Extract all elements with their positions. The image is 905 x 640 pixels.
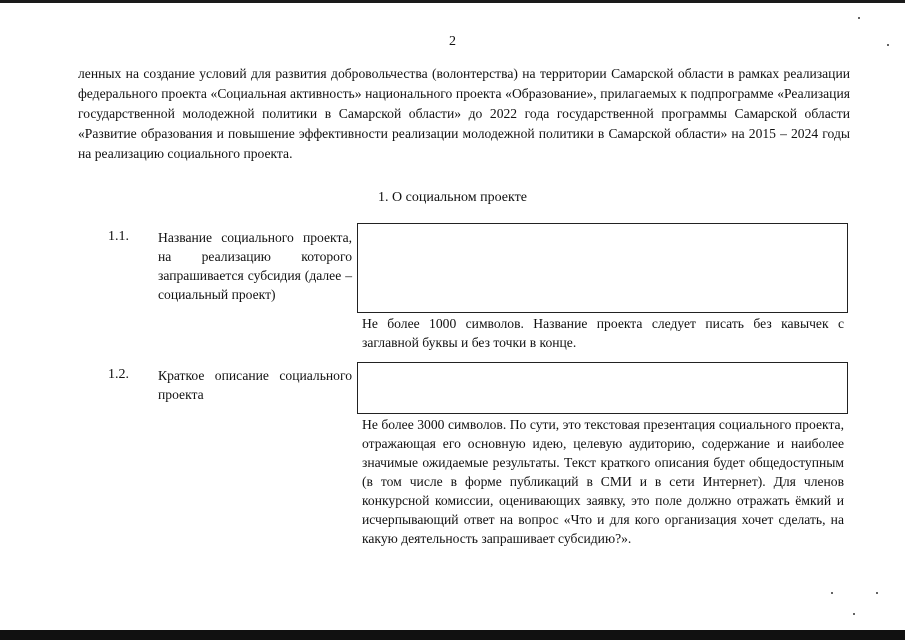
project-name-field[interactable] [357, 223, 848, 313]
intro-paragraph: ленных на создание условий для развития добровольчества (волонтерства) на территории Самарской области в рамках реализации федерального проекта «Социальная активность» национального проекта «Образование», прилагаемых к подпрограмме «Реализация государственной молодежной политики в Самарской области» до 2022 года государственной программы Самарской области «Развитие образования и повышение эффективности реализации молодежной политики в Самарской области» на 2015 – 2024 годы на реализацию социального проекта. [78, 66, 850, 161]
project-description-hint: Не более 3000 символов. По сути, это текстовая презентация социального проекта, отражающая его основную идею, целевую аудиторию, содержание и наиболее значимые ожидаемые результаты. Текст краткого описания будет общедоступным (в том числе в форме публикаций в СМИ и в сети Интернет). Для членов конкурсной комиссии, оценивающих заявку, это поле должно отражать ёмкий и исчерпывающий ответ на вопрос «Что и для кого организация хочет сделать, на какую деятельность запрашивает субсидию?». [362, 417, 844, 546]
scan-speck [831, 592, 833, 594]
item-number-1-2: 1.2. [108, 367, 129, 382]
item-label-project-description: Краткое описание социального проекта [158, 368, 352, 402]
item-number-1-1: 1.1. [108, 229, 129, 244]
page-number: 2 [449, 34, 456, 49]
section-heading: 1. О социальном проекте [378, 190, 527, 205]
scan-speck [887, 44, 889, 46]
item-label-project-name: Название социального проекта, на реализацию которого запрашивается субсидия (далее – социальный проект) [158, 230, 352, 302]
project-name-hint: Не более 1000 символов. Название проекта следует писать без кавычек с заглавной буквы и без точки в конце. [362, 316, 844, 350]
scan-speck [876, 592, 878, 594]
scan-speck [853, 613, 855, 615]
bottom-scan-border [0, 630, 905, 640]
scan-speck [858, 17, 860, 19]
top-scan-border [0, 0, 905, 3]
project-description-field[interactable] [357, 362, 848, 414]
